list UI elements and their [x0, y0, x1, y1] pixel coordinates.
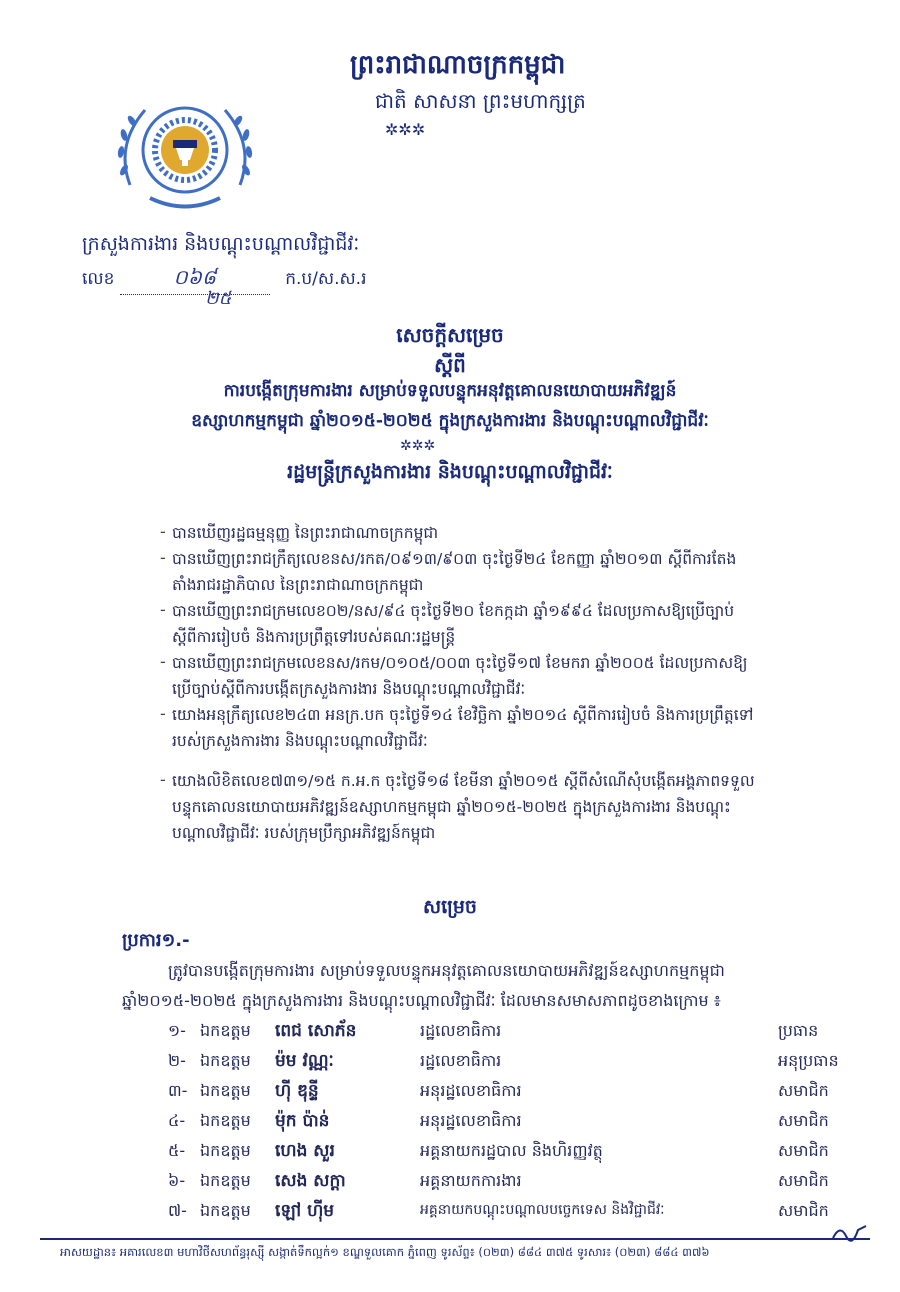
- member-position: អគ្គនាយករដ្ឋបាល និងហិរញ្ញវត្ថុ: [420, 1141, 603, 1160]
- consideration-line: បន្ទុកគោលនយោបាយអភិវឌ្ឍន៍ឧស្សាហកម្មកម្ពុជា ឆ្នាំ២០១៥-២០២៥ ក្នុងក្រសួងការងារ និងបណ្តុះ: [172, 798, 731, 816]
- footer-address: អាសយដ្ឋាន៖ អគារលេខ៣ មហាវិថីសហព័ន្ធរុស្ស៊ី សង្កាត់ទឹកល្អក់១ ខណ្ឌទួលគោក ភ្នំពេញ ទូរស័ព្ទ៖ (០២៣) ៨៨៤ ៣៧៥ ទូរសារ៖ (០២៣) ៨៨៤ ៣៧៦: [60, 1245, 710, 1259]
- member-role: អនុប្រធាន: [778, 1051, 839, 1070]
- member-role: សមាជិក: [778, 1111, 829, 1130]
- member-number: ៦-: [168, 1171, 186, 1190]
- decides-heading: សម្រេច: [423, 896, 477, 918]
- decision-title: សេចក្តីសម្រេច: [396, 323, 504, 347]
- member-honorific: ឯកឧត្តម: [200, 1171, 251, 1190]
- ornament-divider: ✲✲✲: [385, 120, 426, 139]
- member-name: សេង សក្ដា: [275, 1171, 346, 1191]
- consideration-line: បានឃើញព្រះរាជក្រមលេខនស/រកម/០១០៥/០០៣ ចុះថ្ងៃទី១៧ ខែមករា ឆ្នាំ២០០៥ ដែលប្រកាសឱ្យ: [172, 654, 748, 672]
- member-role: សមាជិក: [778, 1171, 829, 1190]
- handwritten-sub-number: ២៥: [205, 288, 232, 309]
- consideration-line: យោងលិខិតលេខ៧៣១/១៥ ក.អ.ក ចុះថ្ងៃទី១៨ ខែមីនា ឆ្នាំ២០១៥ ស្តីពីសំណើសុំបង្កើតអង្គភាពទទួល: [172, 772, 755, 790]
- member-name: ឡៅ ហ៊ីម: [275, 1201, 335, 1221]
- member-honorific: ឯកឧត្តម: [200, 1081, 251, 1100]
- member-honorific: ឯកឧត្តម: [200, 1141, 251, 1160]
- consideration-bullet: -: [160, 600, 166, 619]
- consideration-bullet: -: [160, 652, 166, 671]
- consideration-line: បានឃើញរដ្ឋធម្មនុញ្ញ នៃព្រះរាជាណាចក្រកម្ពុជា: [172, 524, 439, 542]
- member-position: រដ្ឋលេខាធិការ: [420, 1021, 502, 1040]
- footer-divider: [40, 1238, 870, 1240]
- subject-line-1: ការបង្កើតក្រុមការងារ សម្រាប់ទទួលបន្ទុកអនុវត្តគោលនយោបាយអភិវឌ្ឍន៍: [223, 381, 677, 401]
- member-position: រដ្ឋលេខាធិការ: [420, 1051, 502, 1070]
- member-honorific: ឯកឧត្តម: [200, 1111, 251, 1130]
- article-1-line-1: ត្រូវបានបង្កើតក្រុមការងារ សម្រាប់ទទួលបន្ទុកអនុវត្តគោលនយោបាយអភិវឌ្ឍន៍ឧស្សាហកម្មកម្ពុជា: [168, 961, 725, 980]
- member-position: អគ្គនាយកបណ្តុះបណ្តាលបច្ចេកទេស និងវិជ្ជាជីវៈ: [420, 1202, 665, 1218]
- member-name: ម៉ុក ប៉ាន់: [275, 1111, 330, 1131]
- national-motto: ជាតិ សាសនា ព្រះមហាក្សត្រ: [375, 89, 586, 113]
- consideration-line: យោងអនុក្រឹត្យលេខ២៤៣ អនក្រ.បក ចុះថ្ងៃទី១៤ ខែវិច្ឆិកា ឆ្នាំ២០១៤ ស្តីពីការរៀបចំ និងការប្រព្រឹត្តទៅ: [172, 706, 754, 724]
- kingdom-title: ព្រះរាជាណាចក្រកម្ពុជា: [350, 50, 566, 80]
- consideration-bullet: -: [160, 548, 166, 567]
- ornament-divider-2: ✲✲✲: [400, 438, 436, 454]
- ministry-emblem-icon: [110, 90, 260, 220]
- consideration-line: បានឃើញព្រះរាជក្រមលេខ០២/នស/៩៤ ចុះថ្ងៃទី២០ ខែកក្កដា ឆ្នាំ១៩៩៤ ដែលប្រកាសឱ្យប្រើច្បាប់: [172, 602, 735, 620]
- member-name: ហេង សួរ: [275, 1141, 335, 1161]
- consideration-line: បណ្តាលវិជ្ជាជីវៈ របស់ក្រុមប្រឹក្សាអភិវឌ្ឍន៍កម្ពុជា: [172, 824, 436, 842]
- member-role: ប្រធាន: [778, 1021, 819, 1040]
- consideration-bullet: -: [160, 522, 166, 541]
- number-suffix: ក.ប/ស.ស.រ: [285, 269, 367, 289]
- member-role: សមាជិក: [778, 1081, 829, 1100]
- number-label: លេខ: [82, 269, 115, 289]
- article-1-line-2: ឆ្នាំ២០១៥-២០២៥ ក្នុងក្រសួងការងារ និងបណ្តុះបណ្តាលវិជ្ជាជីវៈ ដែលមានសមាសភាពដូចខាងក្រោម ៖: [122, 991, 721, 1010]
- article-1-label: ប្រការ១.-: [122, 930, 190, 951]
- consideration-bullet: -: [160, 704, 166, 723]
- member-number: ១-: [168, 1021, 186, 1040]
- member-name: ពេជ សោភ័ន: [275, 1021, 357, 1041]
- member-number: ២-: [168, 1051, 186, 1070]
- consideration-line: ប្រើច្បាប់ស្តីពីការបង្កើតក្រសួងការងារ និងបណ្តុះបណ្តាលវិជ្ជាជីវៈ: [172, 680, 526, 698]
- member-number: ៤-: [168, 1111, 186, 1130]
- member-position: អនុរដ្ឋលេខាធិការ: [420, 1111, 522, 1130]
- member-role: សមាជិក: [778, 1141, 829, 1160]
- member-name: ម៉ម វណ្ណៈ: [275, 1051, 334, 1071]
- member-number: ៣-: [168, 1081, 188, 1100]
- subject-line-2: ឧស្សាហកម្មកម្ពុជា ឆ្នាំ២០១៥-២០២៥ ក្នុងក្រសួងការងារ និងបណ្តុះបណ្តាលវិជ្ជាជីវៈ: [191, 411, 709, 431]
- consideration-line: បានឃើញព្រះរាជក្រឹត្យលេខនស/រកត/០៩១៣/៩០៣ ចុះថ្ងៃទី២៤ ខែកញ្ញា ឆ្នាំ២០១៣ ស្តីពីការតែង: [172, 550, 737, 568]
- member-honorific: ឯកឧត្តម: [200, 1201, 251, 1220]
- member-role: សមាជិក: [778, 1201, 829, 1220]
- member-honorific: ឯកឧត្តម: [200, 1021, 251, 1040]
- ministry-name: ក្រសួងការងារ និងបណ្តុះបណ្តាលវិជ្ជាជីវៈ: [82, 233, 360, 255]
- member-name: ហ៊ី ឌុន្ទី: [275, 1081, 319, 1101]
- consideration-line: តាំងរាជរដ្ឋាភិបាល នៃព្រះរាជាណាចក្រកម្ពុជា: [172, 576, 424, 594]
- member-number: ៧-: [168, 1201, 187, 1220]
- consideration-line: ស្តីពីការរៀបចំ និងការប្រព្រឹត្តទៅរបស់គណៈរដ្ឋមន្ត្រី: [172, 628, 456, 646]
- consideration-line: របស់ក្រសួងការងារ និងបណ្តុះបណ្តាលវិជ្ជាជីវៈ: [172, 732, 428, 750]
- member-honorific: ឯកឧត្តម: [200, 1051, 251, 1070]
- member-number: ៥-: [168, 1141, 186, 1160]
- minister-heading: រដ្ឋមន្ត្រីក្រសួងការងារ និងបណ្តុះបណ្តាលវិជ្ជាជីវៈ: [287, 461, 613, 483]
- consideration-bullet: -: [160, 770, 166, 789]
- member-position: អគ្គនាយកការងារ: [420, 1171, 522, 1190]
- member-position: អនុរដ្ឋលេខាធិការ: [420, 1081, 522, 1100]
- number-value: ០៦៨: [120, 264, 270, 295]
- initials-signature-icon: [830, 1222, 870, 1244]
- about-label: ស្តីពី: [434, 353, 466, 377]
